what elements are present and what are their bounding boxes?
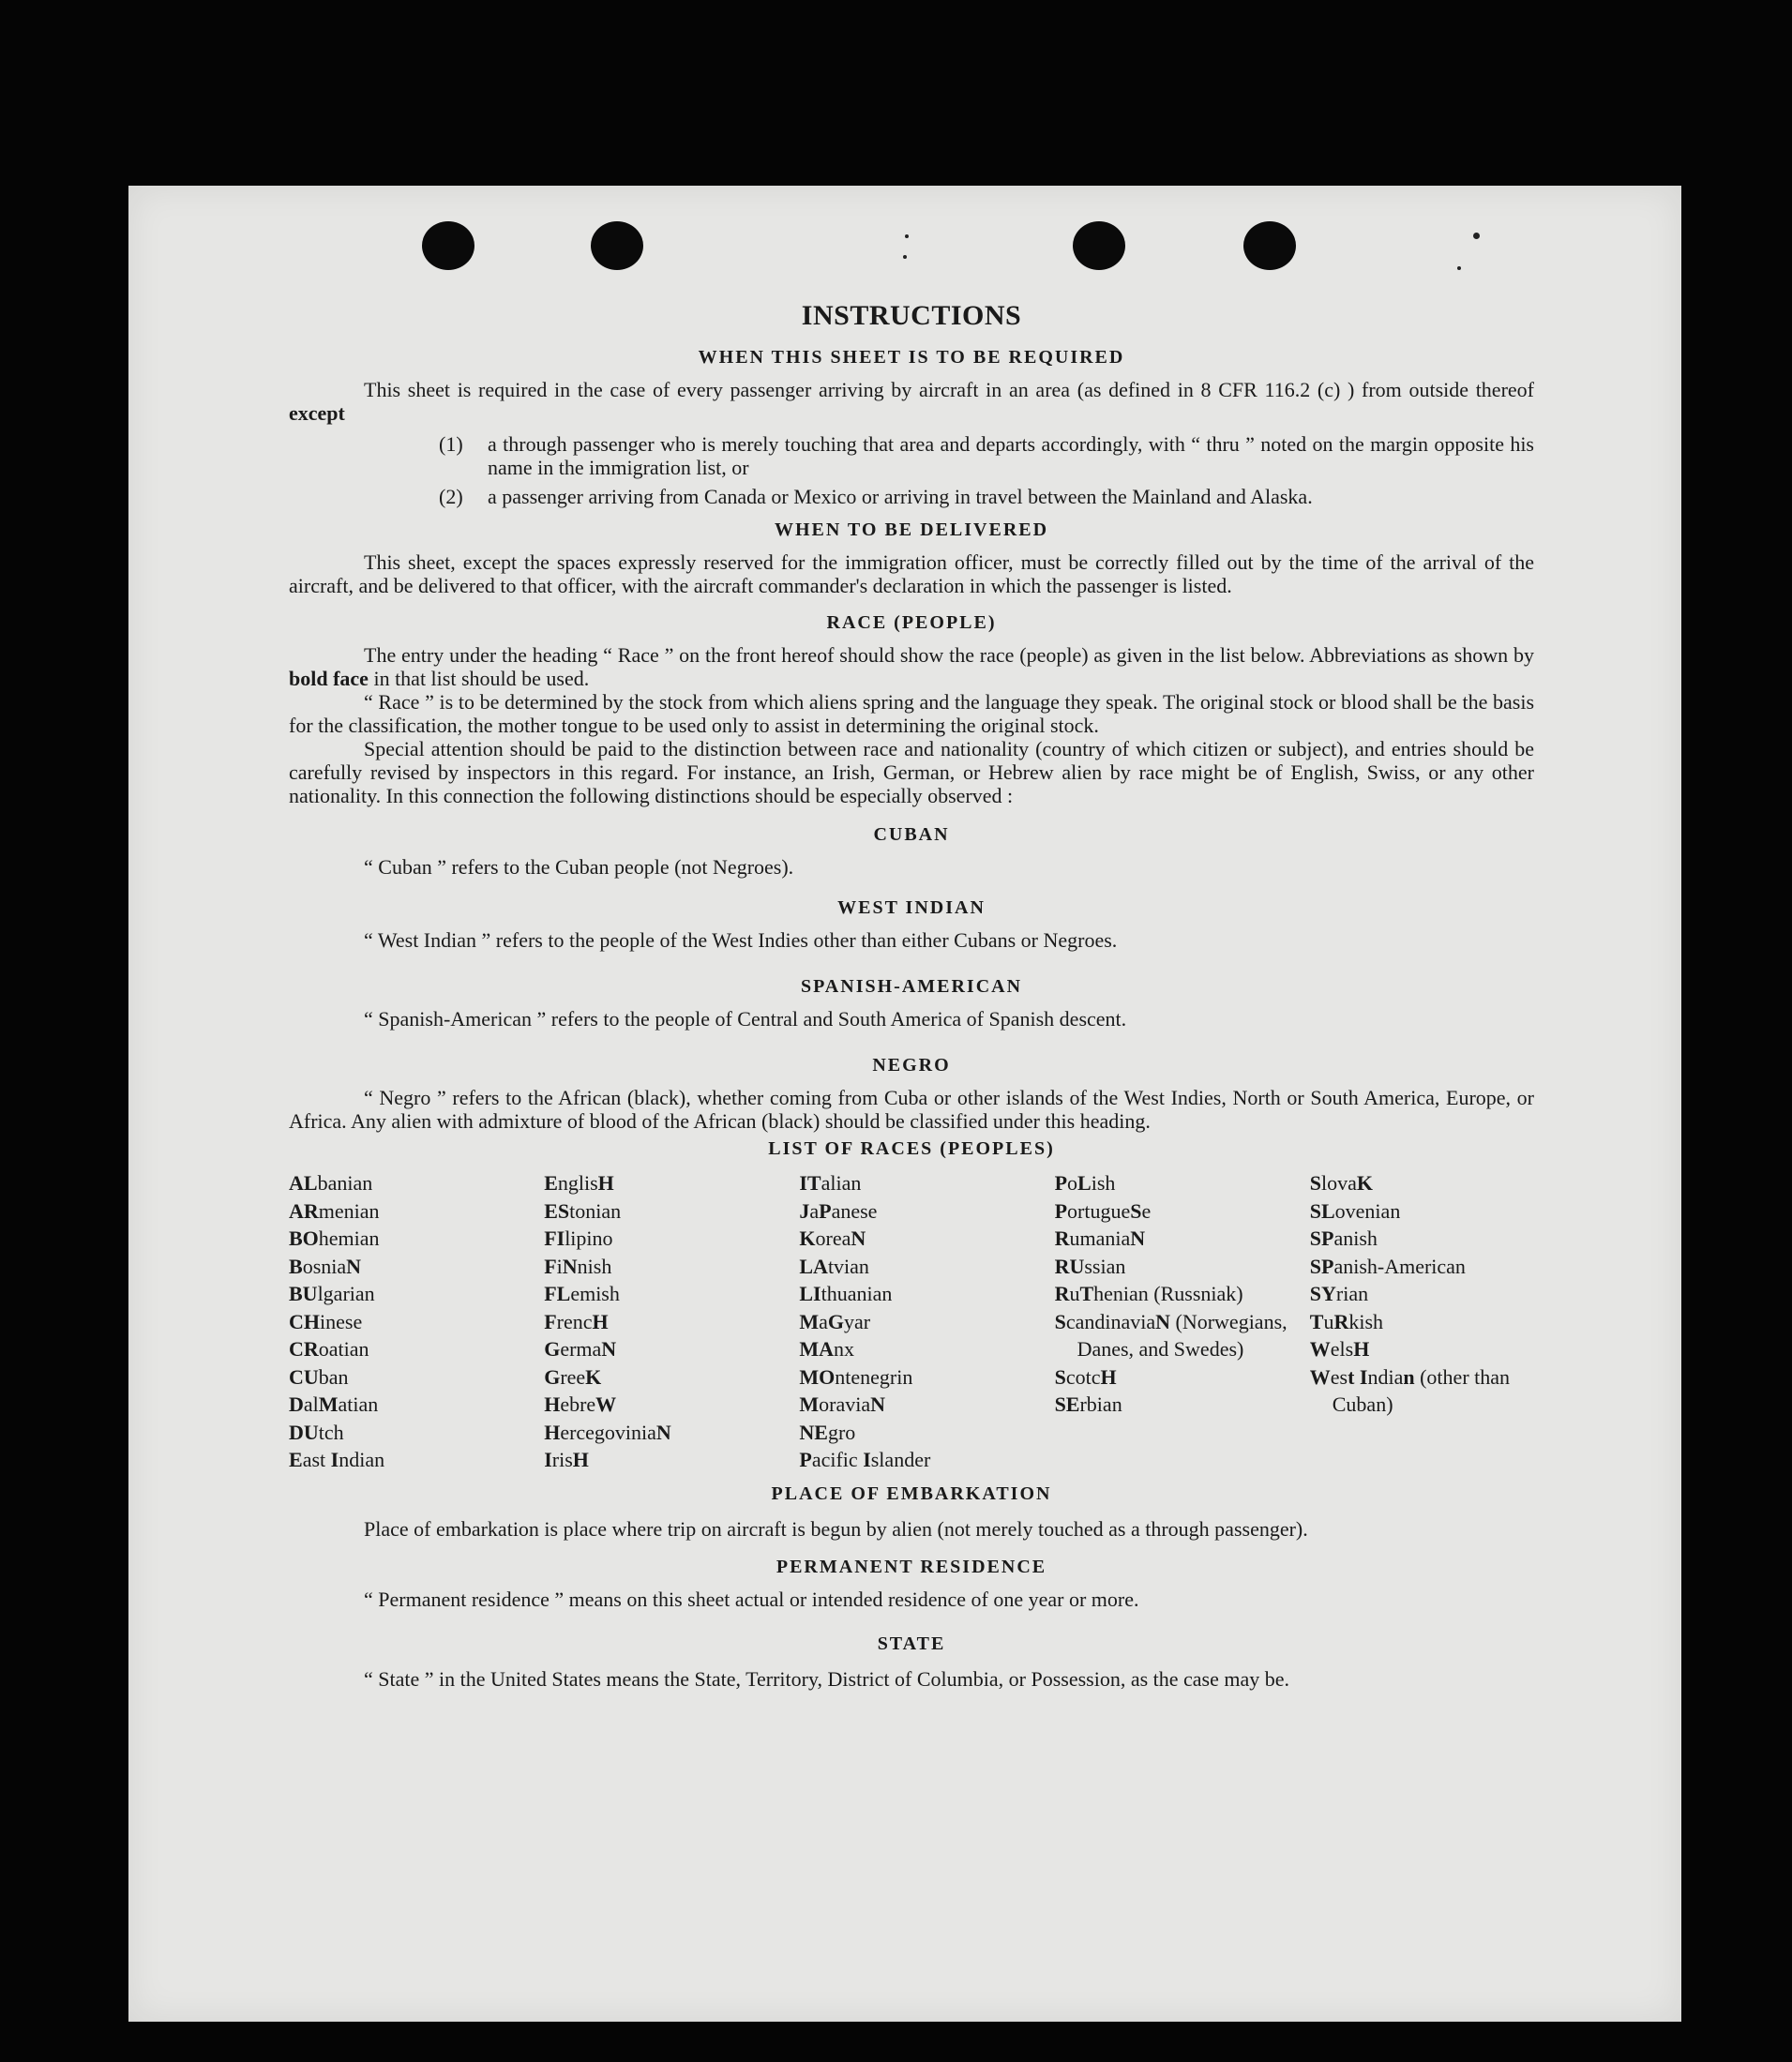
race-entry: EnglisH bbox=[544, 1171, 614, 1195]
exception-item-2: (2) a passenger arriving from Canada or Mexico or arriving in travel between the Mainland and Alaska. bbox=[439, 485, 1313, 508]
required-intro: This sheet is required in the case of every passenger arriving by aircraft in an area (as defined in 8 CFR 116.2 (c) ) from outside thereof except bbox=[289, 378, 1534, 425]
race-entry: EStonian bbox=[544, 1198, 622, 1223]
race-entry: FLemish bbox=[544, 1282, 620, 1305]
speck bbox=[905, 234, 909, 238]
race-entry: FiNnish bbox=[544, 1254, 612, 1278]
heading-race: RACE (PEOPLE) bbox=[826, 612, 997, 633]
race-entry: West Indian (other than Cuban) bbox=[1309, 1364, 1511, 1416]
race-entry: BOhemian bbox=[289, 1227, 380, 1250]
race-entry: HercegoviniaN bbox=[544, 1420, 671, 1444]
heading-delivered: WHEN TO BE DELIVERED bbox=[774, 519, 1049, 540]
race-entry: MoraviaN bbox=[799, 1392, 885, 1416]
race-entry: WelsH bbox=[1309, 1337, 1370, 1361]
cuban-text: “ Cuban ” refers to the Cuban people (not Negroes). bbox=[364, 855, 794, 879]
race-entry: LAtvian bbox=[799, 1254, 869, 1278]
punch-hole bbox=[422, 221, 474, 270]
race-entry: SLovenian bbox=[1309, 1198, 1401, 1223]
page-title: INSTRUCTIONS bbox=[801, 300, 1022, 331]
race-entry: DUtch bbox=[289, 1420, 344, 1444]
speck bbox=[903, 255, 907, 259]
race-entry: ScandinaviaN (Norwegians, Danes, and Swedes) bbox=[1054, 1309, 1288, 1361]
punch-hole bbox=[1073, 221, 1125, 270]
race-entry: MOntenegrin bbox=[799, 1364, 913, 1389]
speck bbox=[1457, 266, 1461, 270]
race-entry: HebreW bbox=[544, 1392, 617, 1416]
race-entry: SYrian bbox=[1309, 1282, 1369, 1305]
race-paragraph-2: “ Race ” is to be determined by the stock from which aliens spring and the language they speak. The original stock or blood shall be the basis for the classification, the mother tongue to be used only to assist in determining the original stock. bbox=[289, 690, 1534, 737]
race-column bbox=[289, 1169, 544, 1474]
race-entry: RumaniaN bbox=[1054, 1227, 1146, 1250]
negro-text: “ Negro ” refers to the African (black), whether coming from Cuba or other islands of the West Indies, North or South America, Europe, or Africa. Any alien with admixture of blood of the African (black) should be classified under this heading. bbox=[289, 1086, 1534, 1133]
heading-west-indian: WEST INDIAN bbox=[837, 897, 986, 918]
speck bbox=[1473, 233, 1480, 239]
race-column bbox=[1055, 1169, 1310, 1474]
race-entry: KoreaN bbox=[799, 1227, 866, 1250]
exception-item-1: (1) a through passenger who is merely touching that area and departs accordingly, with “ thru ” noted on the margin opposite his name in the immigration list, or bbox=[439, 432, 1534, 479]
race-entry: FIlipino bbox=[544, 1227, 613, 1250]
residence-text: “ Permanent residence ” means on this sheet actual or intended residence of one year or more. bbox=[364, 1587, 1139, 1611]
race-column bbox=[544, 1169, 799, 1474]
race-entry: NEgro bbox=[799, 1420, 856, 1444]
race-paragraph-3: Special attention should be paid to the distinction between race and nationality (country of which citizen or subject), and entries should be carefully revised by inspectors in this regard. For instance, an Irish, German, or Hebrew alien by race might be of English, Swiss, or any other nationality. In this connection the following distinctions should be especially observed : bbox=[289, 737, 1534, 807]
race-entry: PortugueSe bbox=[1054, 1198, 1152, 1223]
race-entry: CUban bbox=[289, 1364, 349, 1389]
race-list bbox=[289, 1169, 1534, 1474]
race-entry: MaGyar bbox=[799, 1309, 871, 1333]
document-sheet bbox=[128, 186, 1681, 2022]
heading-spanish-american: SPANISH-AMERICAN bbox=[800, 976, 1023, 997]
race-entry: TuRkish bbox=[1309, 1309, 1384, 1333]
west-indian-text: “ West Indian ” refers to the people of the West Indies other than either Cubans or Negroes. bbox=[364, 928, 1118, 952]
race-paragraph-1: The entry under the heading “ Race ” on the front hereof should show the race (people) as given in the list below. Abbreviations as shown by bold face in that list should be used. bbox=[289, 643, 1534, 690]
race-entry: IrisH bbox=[544, 1448, 589, 1471]
race-entry: GermaN bbox=[544, 1337, 617, 1361]
heading-residence: PERMANENT RESIDENCE bbox=[776, 1556, 1047, 1577]
instructions-text bbox=[289, 300, 1534, 1694]
race-entry: ScotcH bbox=[1054, 1364, 1117, 1389]
race-entry: RUssian bbox=[1054, 1254, 1126, 1278]
race-entry: ARmenian bbox=[289, 1198, 380, 1223]
race-entry: JaPanese bbox=[799, 1198, 878, 1223]
race-entry: Pacific Islander bbox=[799, 1448, 931, 1471]
race-column bbox=[799, 1169, 1054, 1474]
race-entry: BosniaN bbox=[289, 1254, 362, 1278]
punch-hole bbox=[591, 221, 643, 270]
race-entry: LIthuanian bbox=[799, 1282, 893, 1305]
race-column bbox=[1310, 1169, 1534, 1474]
race-entry: PoLish bbox=[1054, 1171, 1116, 1195]
delivered-text: This sheet, except the spaces expressly reserved for the immigration officer, must be correctly filled out by the time of the arrival of the aircraft, and be delivered to that officer, with the aircraft commander's declaration in which the passenger is listed. bbox=[289, 550, 1534, 597]
race-entry: GreeK bbox=[544, 1364, 602, 1389]
race-entry: ALbanian bbox=[289, 1171, 373, 1195]
race-entry: FrencH bbox=[544, 1309, 609, 1333]
race-entry: SlovaK bbox=[1309, 1171, 1374, 1195]
race-entry: RuThenian (Russniak) bbox=[1054, 1282, 1243, 1305]
heading-embarkation: PLACE OF EMBARKATION bbox=[771, 1483, 1052, 1504]
spanish-american-text: “ Spanish-American ” refers to the people of Central and South America of Spanish descent. bbox=[364, 1007, 1127, 1031]
race-entry: SPanish bbox=[1309, 1227, 1378, 1250]
heading-cuban: CUBAN bbox=[873, 824, 950, 845]
state-text: “ State ” in the United States means the State, Territory, District of Columbia, or Possession, as the case may be. bbox=[364, 1666, 1290, 1691]
embarkation-text: Place of embarkation is place where trip on aircraft is begun by alien (not merely touched as a through passenger). bbox=[364, 1516, 1308, 1541]
race-entry: CRoatian bbox=[289, 1337, 369, 1361]
race-entry: CHinese bbox=[289, 1309, 363, 1333]
race-entry: MAnx bbox=[799, 1337, 855, 1361]
punch-hole bbox=[1243, 221, 1296, 270]
heading-required: WHEN THIS SHEET IS TO BE REQUIRED bbox=[698, 347, 1125, 368]
race-entry: DalMatian bbox=[289, 1392, 379, 1416]
race-entry: ITalian bbox=[799, 1171, 862, 1195]
race-entry: SPanish-American bbox=[1309, 1254, 1466, 1278]
heading-negro: NEGRO bbox=[872, 1055, 951, 1076]
heading-list-of-races: LIST OF RACES (PEOPLES) bbox=[768, 1138, 1055, 1159]
race-entry: SErbian bbox=[1054, 1392, 1122, 1416]
heading-state: STATE bbox=[877, 1633, 946, 1654]
race-entry: BUlgarian bbox=[289, 1282, 375, 1305]
race-entry: East Indian bbox=[289, 1448, 385, 1471]
